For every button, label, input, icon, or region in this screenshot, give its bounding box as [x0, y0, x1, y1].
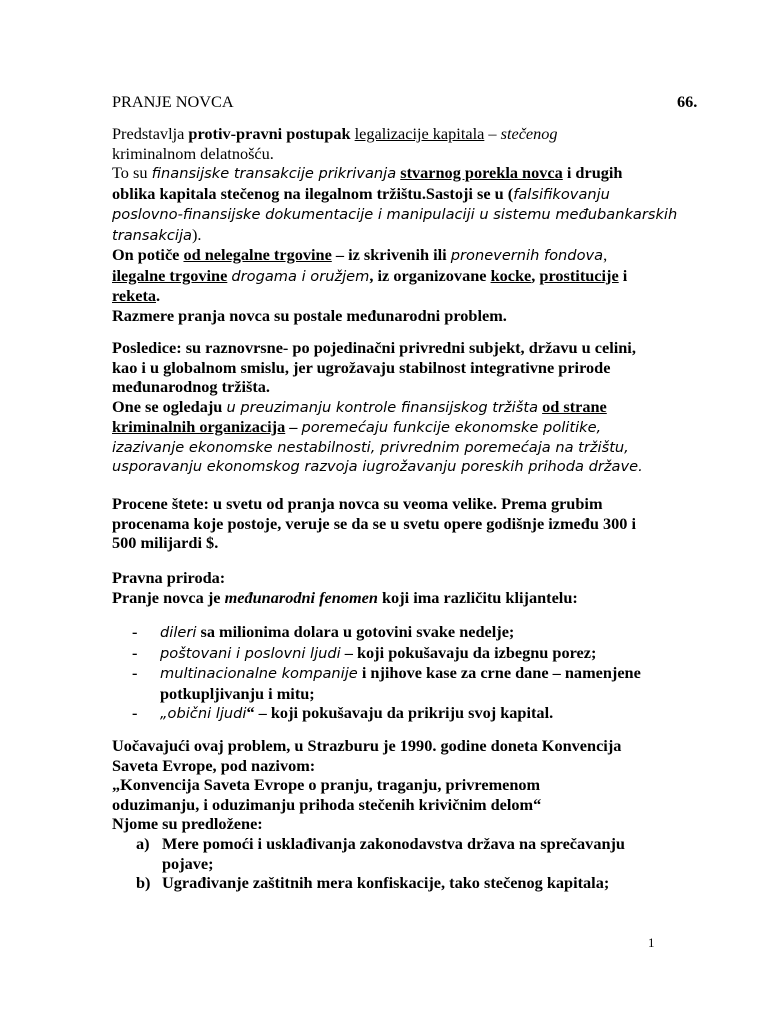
text-line: oblika kapitala stečenog na ilegalnom tržištu.Sastoji se u (falsifikovanju	[112, 183, 610, 203]
text-line: Uočavajući ovaj problem, u Strazburu je 1990. godine doneta Konvencija	[112, 736, 622, 755]
convention-title-line: „Konvencija Saveta Evrope o pranju, traganju, privremenom	[112, 775, 541, 794]
damage-heading: Procene štete:	[112, 494, 209, 513]
paragraph-damage-estimates	[112, 494, 672, 553]
list-item: - multinacionalne kompanije i njihove kase za crne dane – namenjene potkupljivanju i mitu;	[132, 663, 641, 703]
text-line: Procene štete: u svetu od pranja novca su veoma velike. Prema grubim	[112, 494, 603, 513]
text-line: Njome su predložene:	[112, 814, 263, 833]
list-item: - dileri sa milionima dolara u gotovini svake nedelje;	[132, 622, 515, 641]
text-line: kao i u globalnom smislu, jer ugrožavaju stabilnost integrativne prirode	[112, 357, 611, 377]
section-number: 66.	[677, 92, 698, 111]
text-line: ilegalne trgovine drogama i oružjem, iz organizovane kocke, prostitucije i	[112, 265, 628, 285]
text-line: usporavanju ekonomskog razvoja iugrožavanju poreskih prihoda države.	[112, 458, 643, 475]
text-line: Razmere pranja novca su postale međunarodni problem.	[112, 305, 507, 325]
paragraph-definition	[112, 124, 678, 325]
text-line: izazivanje ekonomske nestabilnosti, privrednim poremećaja na tržištu,	[112, 438, 629, 456]
paragraph-consequences	[112, 338, 672, 477]
list-item: a) Mere pomoći i usklađivanja zakonodavstva država na sprečavanju pojave;	[136, 834, 625, 873]
convention-title-line: oduzimanju, i oduzimanju prihoda stečenih krivičnim delom“	[112, 794, 542, 814]
text-line: procenama koje postoje, veruje se da se u svetu opere godišnje između 300 i	[112, 513, 636, 533]
list-item: b) Ugrađivanje zaštitnih mera konfiskacije, tako stečenog kapitala;	[136, 873, 610, 892]
clientele-list	[132, 622, 692, 724]
page-number: 1	[648, 935, 655, 950]
text-line: Saveta Evrope, pod nazivom:	[112, 755, 316, 775]
legal-nature-heading: Pravna priroda:	[112, 568, 226, 587]
text-line: kriminalnih organizacija – poremećaju funkcije ekonomske politike,	[112, 417, 602, 436]
text-line: reketa.	[112, 286, 161, 305]
text-line: Pranje novca je međunarodni fenomen koji ima različitu klijantelu:	[112, 587, 578, 607]
proposals-list	[136, 834, 696, 893]
text-line: To su finansijske transakcije prikrivanja stvarnog porekla novca i drugih	[112, 163, 623, 182]
text-line: Posledice: su raznovrsne- po pojedinačni privredni subjekt, državu u celini,	[112, 338, 636, 357]
title-row	[112, 92, 698, 112]
text-line: međunarodnog tržišta.	[112, 377, 270, 396]
paragraph-legal-nature	[112, 568, 672, 607]
list-item: - „obični ljudi“ – koji pokušavaju da prikriju svoj kapital.	[132, 703, 554, 722]
text-line: poslovno-finansijske dokumentacije i manipulaciji u sistemu međubankarskih	[112, 206, 678, 223]
text-line: Predstavlja protiv-pravni postupak legalizacije kapitala – stečenog	[112, 124, 558, 143]
text-line: One se ogledaju u preuzimanju kontrole finansijskog tržišta od strane	[112, 396, 607, 416]
text-line: kriminalnom delatnošću.	[112, 143, 274, 163]
text-line: On potiče od nelegalne trgovine – iz skrivenih ili pronevernih fondova,	[112, 245, 608, 264]
document-title: PRANJE NOVCA	[112, 92, 234, 111]
text-line: transakcija).	[112, 224, 202, 244]
consequences-heading: Posledice:	[112, 338, 182, 357]
list-item: - poštovani i poslovni ljudi – koji pokušavaju da izbegnu porez;	[132, 642, 597, 662]
text-line: 500 milijardi $.	[112, 533, 219, 552]
paragraph-convention	[112, 736, 672, 834]
